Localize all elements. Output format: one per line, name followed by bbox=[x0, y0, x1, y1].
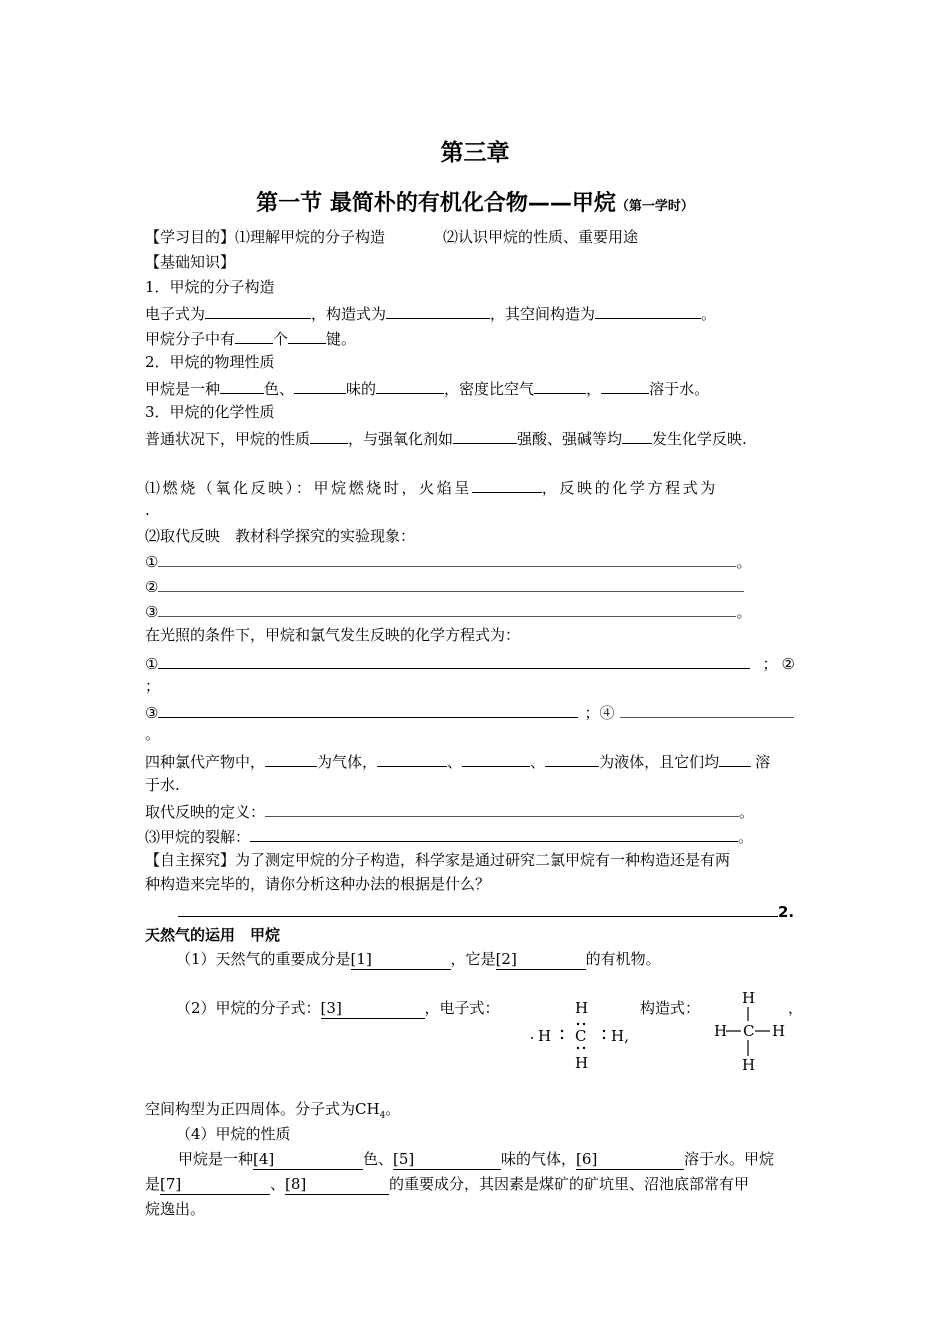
text: 溶于水。 bbox=[649, 380, 710, 398]
answer-blank[interactable] bbox=[595, 302, 701, 319]
text: 2. bbox=[778, 903, 795, 921]
text: 甲烷是一种 bbox=[145, 380, 221, 398]
text: 为气体， bbox=[317, 753, 378, 771]
text: 四种氯代产物中， bbox=[145, 753, 266, 771]
answer-blank[interactable]: [8] bbox=[285, 1174, 389, 1195]
ef-h-right: H, bbox=[611, 1027, 629, 1045]
learning-goals bbox=[145, 227, 638, 247]
electron-formula bbox=[528, 996, 648, 1076]
text: 取代反映的定义： bbox=[145, 803, 266, 821]
explore-line1 bbox=[145, 850, 730, 870]
sf-h-left: H bbox=[714, 1022, 728, 1040]
text: 味的气体， bbox=[501, 1150, 577, 1168]
text: 甲烷分子中有 bbox=[145, 330, 236, 348]
goal-1: ⑴理解甲烷的分子构造 bbox=[235, 228, 386, 246]
text: 普通状况下，甲烷的性质 bbox=[145, 430, 311, 448]
s1-heading: 1．甲烷的分子构造 bbox=[145, 278, 275, 296]
text: ，其空间构造为 bbox=[490, 305, 596, 323]
text: 的有机物。 bbox=[585, 950, 661, 968]
text: 。 bbox=[736, 603, 752, 621]
electron-dot bbox=[577, 1023, 579, 1025]
natural-gas-p7: 烷逸出。 bbox=[145, 1200, 206, 1218]
text: 、 bbox=[270, 1175, 286, 1193]
text: （1）天然气的重要成分是 bbox=[176, 950, 351, 968]
structural-label: 构造式： bbox=[640, 999, 701, 1017]
text: ，构造式为 bbox=[311, 305, 387, 323]
answer-blank[interactable] bbox=[288, 327, 326, 344]
text: 强酸、强碱等均 bbox=[517, 430, 623, 448]
answer-blank[interactable]: [1] bbox=[351, 949, 451, 970]
natural-gas-p1 bbox=[176, 949, 661, 970]
structural-comma: ， bbox=[788, 999, 804, 1017]
answer-blank[interactable] bbox=[601, 377, 649, 394]
text: 电子式为 bbox=[145, 305, 206, 323]
goals-label: 【学习目的】 bbox=[145, 228, 236, 246]
s3-line bbox=[145, 427, 747, 449]
text: （2）甲烷的分子式： bbox=[176, 999, 321, 1017]
answer-blank[interactable] bbox=[158, 600, 736, 617]
answer-blank[interactable]: [4] bbox=[253, 1149, 363, 1170]
text: ； bbox=[762, 655, 778, 673]
combustion-dot: . bbox=[145, 501, 150, 519]
answer-blank[interactable] bbox=[622, 427, 652, 444]
answer-blank[interactable] bbox=[376, 377, 444, 394]
ef-h-left: H bbox=[538, 1027, 552, 1045]
answer-blank[interactable]: [5] bbox=[393, 1149, 501, 1170]
answer-blank[interactable] bbox=[719, 750, 751, 767]
answer-blank[interactable] bbox=[265, 750, 317, 767]
answer-blank[interactable]: [3] bbox=[321, 998, 425, 1019]
explore-answer bbox=[178, 900, 794, 922]
chapter-title: 第三章 bbox=[440, 140, 510, 166]
electron-dot bbox=[561, 1030, 563, 1032]
equation-4-end: 。 bbox=[145, 725, 161, 743]
electron-dot bbox=[561, 1037, 563, 1039]
text: 味的 bbox=[346, 380, 377, 398]
text: 。 bbox=[739, 803, 755, 821]
answer-blank[interactable]: [6] bbox=[576, 1149, 684, 1170]
text: ； bbox=[584, 704, 600, 722]
text: 是 bbox=[145, 1175, 161, 1193]
s1-line1 bbox=[145, 302, 716, 324]
text: 为液体，且它们均 bbox=[599, 753, 720, 771]
text: ③ bbox=[145, 704, 159, 722]
sf-h-right: H bbox=[772, 1022, 786, 1040]
answer-blank[interactable] bbox=[472, 476, 542, 493]
text: ③ bbox=[145, 603, 159, 621]
basics-label: 【基础知识】 bbox=[145, 253, 236, 271]
answer-blank[interactable] bbox=[310, 427, 348, 444]
natural-gas-p6 bbox=[145, 1174, 749, 1195]
text: ，它是 bbox=[450, 950, 496, 968]
text: 的重要成分，其因素是煤矿的矿坑里、沼池底部常有甲 bbox=[389, 1175, 750, 1193]
ef-h-top: H bbox=[575, 999, 589, 1017]
text: ， bbox=[586, 380, 602, 398]
answer-blank[interactable] bbox=[220, 377, 264, 394]
answer-blank[interactable] bbox=[265, 800, 739, 817]
s3-heading: 3．甲烷的化学性质 bbox=[145, 403, 275, 421]
electron-dot bbox=[577, 1047, 579, 1049]
natural-gas-p5 bbox=[178, 1149, 774, 1170]
electron-dot bbox=[583, 1023, 585, 1025]
text: ④ bbox=[599, 704, 615, 722]
equation-2-semi: ； bbox=[145, 677, 161, 695]
answer-blank[interactable] bbox=[158, 550, 736, 567]
sf-h-top: H bbox=[742, 989, 756, 1007]
text: 色、 bbox=[264, 380, 295, 398]
natural-gas-p4: （4）甲烷的性质 bbox=[176, 1125, 291, 1143]
products-line bbox=[145, 750, 770, 772]
answer-blank[interactable] bbox=[534, 377, 586, 394]
answer-blank[interactable] bbox=[620, 701, 794, 718]
answer-blank[interactable] bbox=[545, 750, 599, 767]
text: ，电子式： bbox=[424, 999, 500, 1017]
natural-gas-heading: 天然气的运用 甲烷 bbox=[145, 926, 281, 944]
text: 。 bbox=[736, 553, 752, 571]
cracking-line bbox=[145, 825, 753, 847]
electron-dot bbox=[583, 1047, 585, 1049]
answer-blank[interactable] bbox=[158, 701, 578, 718]
natural-gas-p3 bbox=[145, 1099, 400, 1126]
answer-blank[interactable] bbox=[205, 302, 311, 319]
section-title-text: 第一节 最简朴的有机化合物——甲烷 bbox=[256, 191, 616, 216]
text: 。 bbox=[385, 1100, 401, 1118]
electron-dot bbox=[531, 1037, 533, 1039]
answer-blank[interactable] bbox=[158, 652, 750, 669]
text: 个 bbox=[273, 330, 289, 348]
text: 。 bbox=[701, 305, 717, 323]
s2-line bbox=[145, 377, 709, 399]
explore-line2: 种构造来完毕的，请你分析这种办法的根据是什么？ bbox=[145, 875, 491, 893]
answer-blank[interactable]: [7] bbox=[160, 1174, 270, 1195]
electron-dot bbox=[603, 1037, 605, 1039]
observation-2 bbox=[145, 575, 744, 597]
section-title bbox=[0, 186, 950, 217]
s1-line2 bbox=[145, 327, 356, 349]
observation-3 bbox=[145, 600, 751, 622]
natural-gas-p2 bbox=[176, 998, 500, 1019]
answer-blank[interactable]: [2] bbox=[496, 949, 586, 970]
goal-2: ⑵认识甲烷的性质、重要用途 bbox=[443, 228, 639, 246]
text: ，与强氧化剂如 bbox=[348, 430, 454, 448]
equations-heading: 在光照的条件下，甲烷和氯气发生反映的化学方程式为： bbox=[145, 626, 521, 644]
combustion-line bbox=[145, 476, 718, 498]
text: ① bbox=[145, 655, 159, 673]
text: ⑶甲烷的裂解： bbox=[145, 828, 251, 846]
text: 、 bbox=[530, 753, 546, 771]
answer-blank[interactable] bbox=[462, 750, 530, 767]
text: ① bbox=[145, 553, 159, 571]
s2-heading: 2．甲烷的物理性质 bbox=[145, 353, 275, 371]
ef-c: C bbox=[575, 1027, 587, 1045]
answer-blank[interactable] bbox=[294, 377, 346, 394]
text: 溶 bbox=[755, 753, 771, 771]
equation-3-4 bbox=[145, 701, 794, 723]
answer-blank[interactable] bbox=[178, 900, 778, 917]
ef-h-bottom: H bbox=[575, 1054, 589, 1072]
observation-1 bbox=[145, 550, 751, 572]
text: ② bbox=[145, 578, 159, 596]
text: 键。 bbox=[326, 330, 357, 348]
equation-1 bbox=[145, 652, 795, 674]
text: 。 bbox=[738, 828, 754, 846]
text: ② bbox=[781, 655, 795, 673]
structural-formula bbox=[708, 988, 798, 1074]
substitution-heading: ⑵取代反映 教材科学探究的实验现象： bbox=[145, 527, 416, 545]
text: 、 bbox=[447, 753, 463, 771]
text: 空间构型为正四周体。分子式为CH bbox=[145, 1100, 380, 1118]
text: 色、 bbox=[363, 1150, 394, 1168]
electron-dot bbox=[603, 1030, 605, 1032]
sf-c: C bbox=[743, 1022, 755, 1040]
text: 发生化学反映. bbox=[652, 430, 747, 448]
answer-blank[interactable] bbox=[386, 302, 490, 319]
text: 为了测定甲烷的分子构造，科学家是通过研究二氯甲烷有一种构造还是有两 bbox=[235, 851, 731, 869]
text: 甲烷是一种 bbox=[178, 1150, 254, 1168]
answer-blank[interactable] bbox=[158, 575, 744, 592]
definition-line bbox=[145, 800, 754, 822]
text: 溶于水。甲烷 bbox=[684, 1150, 775, 1168]
sf-h-bottom: H bbox=[742, 1056, 756, 1074]
text: ，密度比空气 bbox=[444, 380, 535, 398]
text: ⑴燃烧（氧化反映）：甲烷燃烧时，火焰呈 bbox=[145, 479, 472, 497]
text: 【自主探究】 bbox=[145, 851, 236, 869]
answer-blank[interactable] bbox=[377, 750, 447, 767]
section-note: （第一学时） bbox=[615, 199, 694, 214]
answer-blank[interactable] bbox=[250, 825, 738, 842]
answer-blank[interactable] bbox=[235, 327, 273, 344]
text: ，反映的化学方程式为 bbox=[541, 479, 718, 497]
answer-blank[interactable] bbox=[453, 427, 517, 444]
products-line2: 于水. bbox=[145, 776, 180, 794]
text: 4 bbox=[379, 1111, 386, 1121]
